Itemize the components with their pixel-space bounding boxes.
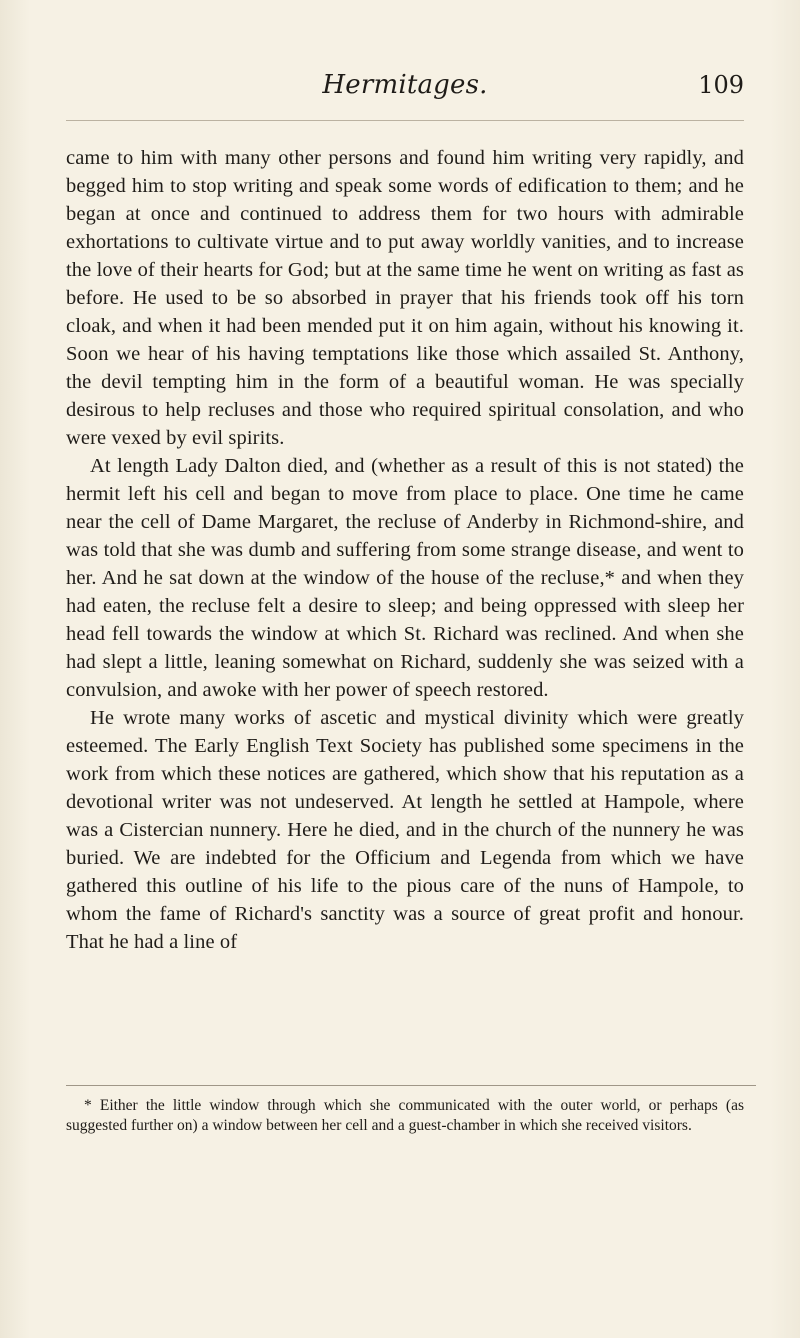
main-text (66, 144, 744, 956)
running-title: Hermitages. (322, 70, 488, 100)
paragraph-3: He wrote many works of ascetic and mystical divinity which were greatly esteemed. The Early English Text Society has published some specimens in the work from which these notices are gathered, which show that his reputation as a devotional writer was not undeserved. At length he settled at Hampole, where was a Cistercian nunnery. Here he died, and in the church of the nunnery he was buried. We are indebted for the Officium and Legenda from which we have gathered this outline of his life to the pious care of the nuns of Hampole, to whom the fame of Richard's sanctity was a source of great profit and honour. That he had a line of (66, 707, 744, 953)
page-number: 109 (698, 71, 744, 99)
footnote: * Either the little window through which she communicated with the outer world, or perhaps (as suggested further on) a window between her cell and a guest-chamber in which she received visitors. (66, 1097, 744, 1134)
paragraph-1: came to him with many other persons and found him writing very rapidly, and begged him to stop writing and speak some words of edification to them; and he began at once and continued to address them for two hours with admirable exhortations to cultivate virtue and to put away worldly vanities, and to increase the love of their hearts for God; but at the same time he went on writing as fast as before. He used to be so absorbed in prayer that his friends took off his torn cloak, and when it had been mended put it on him again, without his knowing it. Soon we hear of his having temptations like those which assailed St. Anthony, the devil tempting him in the form of a beautiful woman. He was specially desirous to help recluses and those who required spiritual consolation, and who were vexed by evil spirits. (66, 147, 744, 449)
paragraph-2: At length Lady Dalton died, and (whether as a result of this is not stated) the hermit left his cell and began to move from place to place. One time he came near the cell of Dame Margaret, the recluse of Anderby in Richmond-shire, and was told that she was dumb and suffering from some strange disease, and went to her. And he sat down at the window of the house of the recluse,* and when they had eaten, the recluse felt a desire to sleep; and being oppressed with sleep her head fell towards the window at which St. Richard was reclined. And when she had slept a little, leaning somewhat on Richard, suddenly she was seized with a convulsion, and awoke with her power of speech restored. (66, 455, 744, 701)
page-header (66, 70, 744, 110)
footnote-divider (66, 1085, 756, 1086)
header-divider (66, 120, 744, 121)
